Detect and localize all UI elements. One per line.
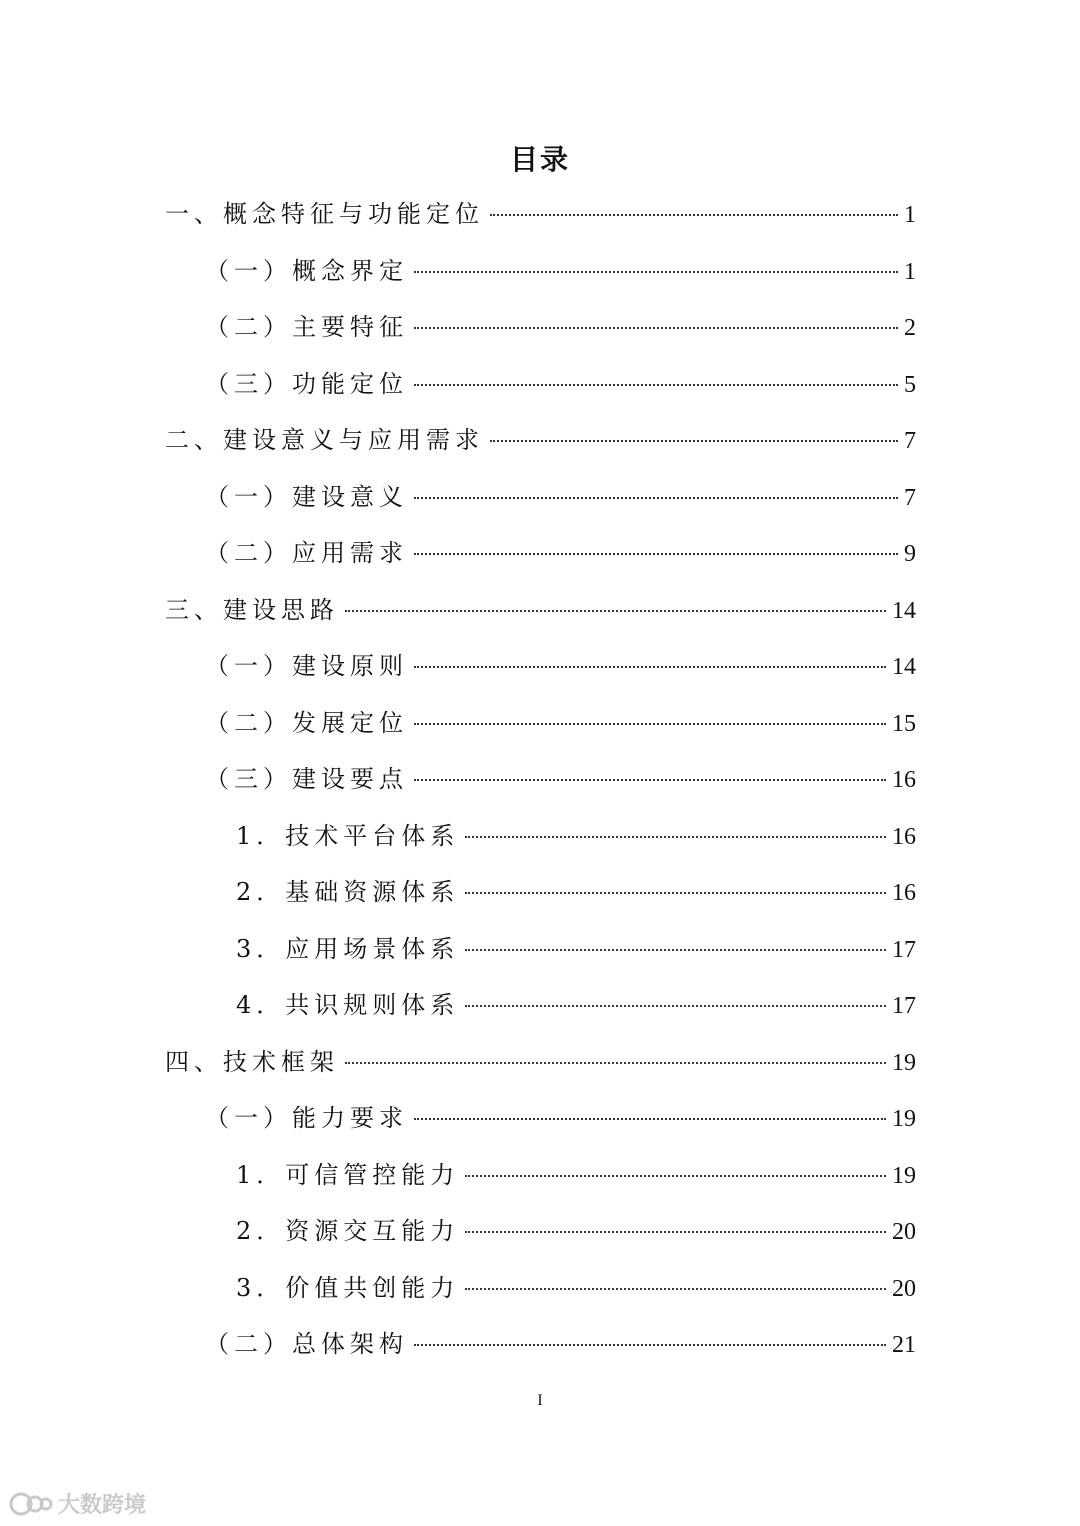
toc-dot-leader	[465, 836, 886, 838]
toc-dot-leader	[414, 1344, 886, 1346]
toc-dot-leader	[414, 779, 886, 781]
toc-entry-label: （三）功能定位	[205, 369, 408, 398]
toc-dot-leader	[414, 553, 898, 555]
toc-dot-leader	[345, 1062, 886, 1064]
toc-entry-page: 20	[892, 1275, 916, 1302]
toc-entry[interactable]	[205, 1316, 916, 1372]
toc-entry-label: （二）应用需求	[205, 539, 408, 567]
toc-entry[interactable]	[205, 356, 916, 412]
toc-entry-label: （一）能力要求	[205, 1104, 408, 1132]
page-number: I	[537, 1392, 543, 1409]
toc-entry-label: 一、概念特征与功能定位	[165, 200, 484, 228]
toc-dot-leader	[414, 497, 898, 499]
toc-dot-leader	[414, 271, 898, 273]
toc-entry-page: 21	[892, 1332, 916, 1358]
toc-entry-page: 20	[892, 1219, 916, 1245]
toc-entry-page: 2	[904, 315, 916, 341]
toc-entry-page: 15	[892, 710, 916, 737]
toc-dot-leader	[414, 723, 886, 725]
toc-dot-leader	[490, 214, 898, 216]
toc-entry-label: 二、建设意义与应用需求	[165, 426, 484, 454]
toc-entry[interactable]	[205, 638, 916, 694]
toc-entry-page: 19	[892, 1049, 916, 1076]
toc-entry-label: （三）建设要点	[205, 765, 408, 793]
toc-dot-leader	[465, 1175, 886, 1177]
toc-dot-leader	[414, 327, 898, 329]
toc-dot-leader	[414, 666, 886, 668]
toc-entry-page: 7	[904, 428, 916, 454]
toc-entry[interactable]	[165, 186, 916, 242]
toc-entry-page: 19	[892, 1106, 916, 1132]
toc-dot-leader	[465, 1231, 886, 1233]
toc-entry-page: 17	[892, 936, 916, 963]
toc-entry[interactable]	[205, 525, 916, 581]
toc-entry-page: 7	[904, 484, 916, 511]
toc-dot-leader	[465, 949, 886, 951]
toc-entry-label: （二）主要特征	[205, 313, 408, 341]
toc-entry[interactable]	[205, 695, 916, 751]
toc-entry-label: （一）概念界定	[205, 256, 408, 285]
toc-entry-page: 17	[892, 993, 916, 1019]
toc-entry[interactable]	[236, 808, 916, 864]
toc-entry-page: 1	[904, 202, 916, 228]
toc-entry[interactable]	[205, 243, 916, 299]
toc-entry-page: 19	[892, 1162, 916, 1189]
toc-entry-label: 1．技术平台体系	[236, 821, 460, 850]
toc-entry-page: 5	[904, 371, 916, 398]
weibo-logo-icon	[8, 1491, 54, 1517]
toc-entry[interactable]	[165, 1034, 916, 1090]
toc-dot-leader	[414, 384, 898, 386]
toc-entry-label: 2．资源交互能力	[236, 1217, 460, 1245]
toc-entry-label: 3．应用场景体系	[236, 934, 460, 963]
toc-entry-label: 3．价值共创能力	[236, 1273, 460, 1302]
toc-entry[interactable]	[236, 1147, 916, 1203]
toc-entry-label: 1．可信管控能力	[236, 1160, 460, 1189]
toc-entry[interactable]	[205, 299, 916, 355]
toc-entry[interactable]	[205, 469, 916, 525]
toc-entry-label: （二）总体架构	[205, 1330, 408, 1358]
toc-entry-page: 16	[892, 823, 916, 850]
toc-dot-leader	[414, 1118, 886, 1120]
toc-entry-page: 14	[892, 654, 916, 680]
toc-entry-label: 2．基础资源体系	[236, 878, 460, 906]
toc-dot-leader	[465, 1288, 886, 1290]
toc-dot-leader	[490, 440, 898, 442]
toc-entry[interactable]	[236, 864, 916, 920]
toc-entry-page: 16	[892, 880, 916, 906]
toc-entry-page: 9	[904, 541, 916, 567]
toc-entry-label: 四、技术框架	[165, 1047, 339, 1076]
toc-dot-leader	[465, 1005, 886, 1007]
toc-entry-page: 14	[892, 597, 916, 624]
toc-entry[interactable]	[236, 1260, 916, 1316]
toc-entry[interactable]	[165, 412, 916, 468]
toc-entry[interactable]	[236, 921, 916, 977]
toc-entry[interactable]	[205, 751, 916, 807]
toc-entry-label: 三、建设思路	[165, 595, 339, 624]
toc-entry-label: （一）建设原则	[205, 652, 408, 680]
page-title: 目录	[509, 143, 570, 176]
toc-entry[interactable]	[165, 582, 916, 638]
toc-entry-label: （一）建设意义	[205, 482, 408, 511]
toc-dot-leader	[345, 610, 886, 612]
toc-dot-leader	[465, 892, 886, 894]
toc-entry-page: 16	[892, 767, 916, 793]
watermark-text: 大数跨境	[58, 1493, 147, 1518]
toc-entry[interactable]	[236, 1203, 916, 1259]
toc-entry-page: 1	[904, 258, 916, 285]
toc-entry[interactable]	[236, 977, 916, 1033]
toc-entry-label: 4．共识规则体系	[236, 991, 460, 1019]
toc-entry-label: （二）发展定位	[205, 708, 408, 737]
watermark	[8, 1488, 146, 1519]
toc-entry[interactable]	[205, 1090, 916, 1146]
